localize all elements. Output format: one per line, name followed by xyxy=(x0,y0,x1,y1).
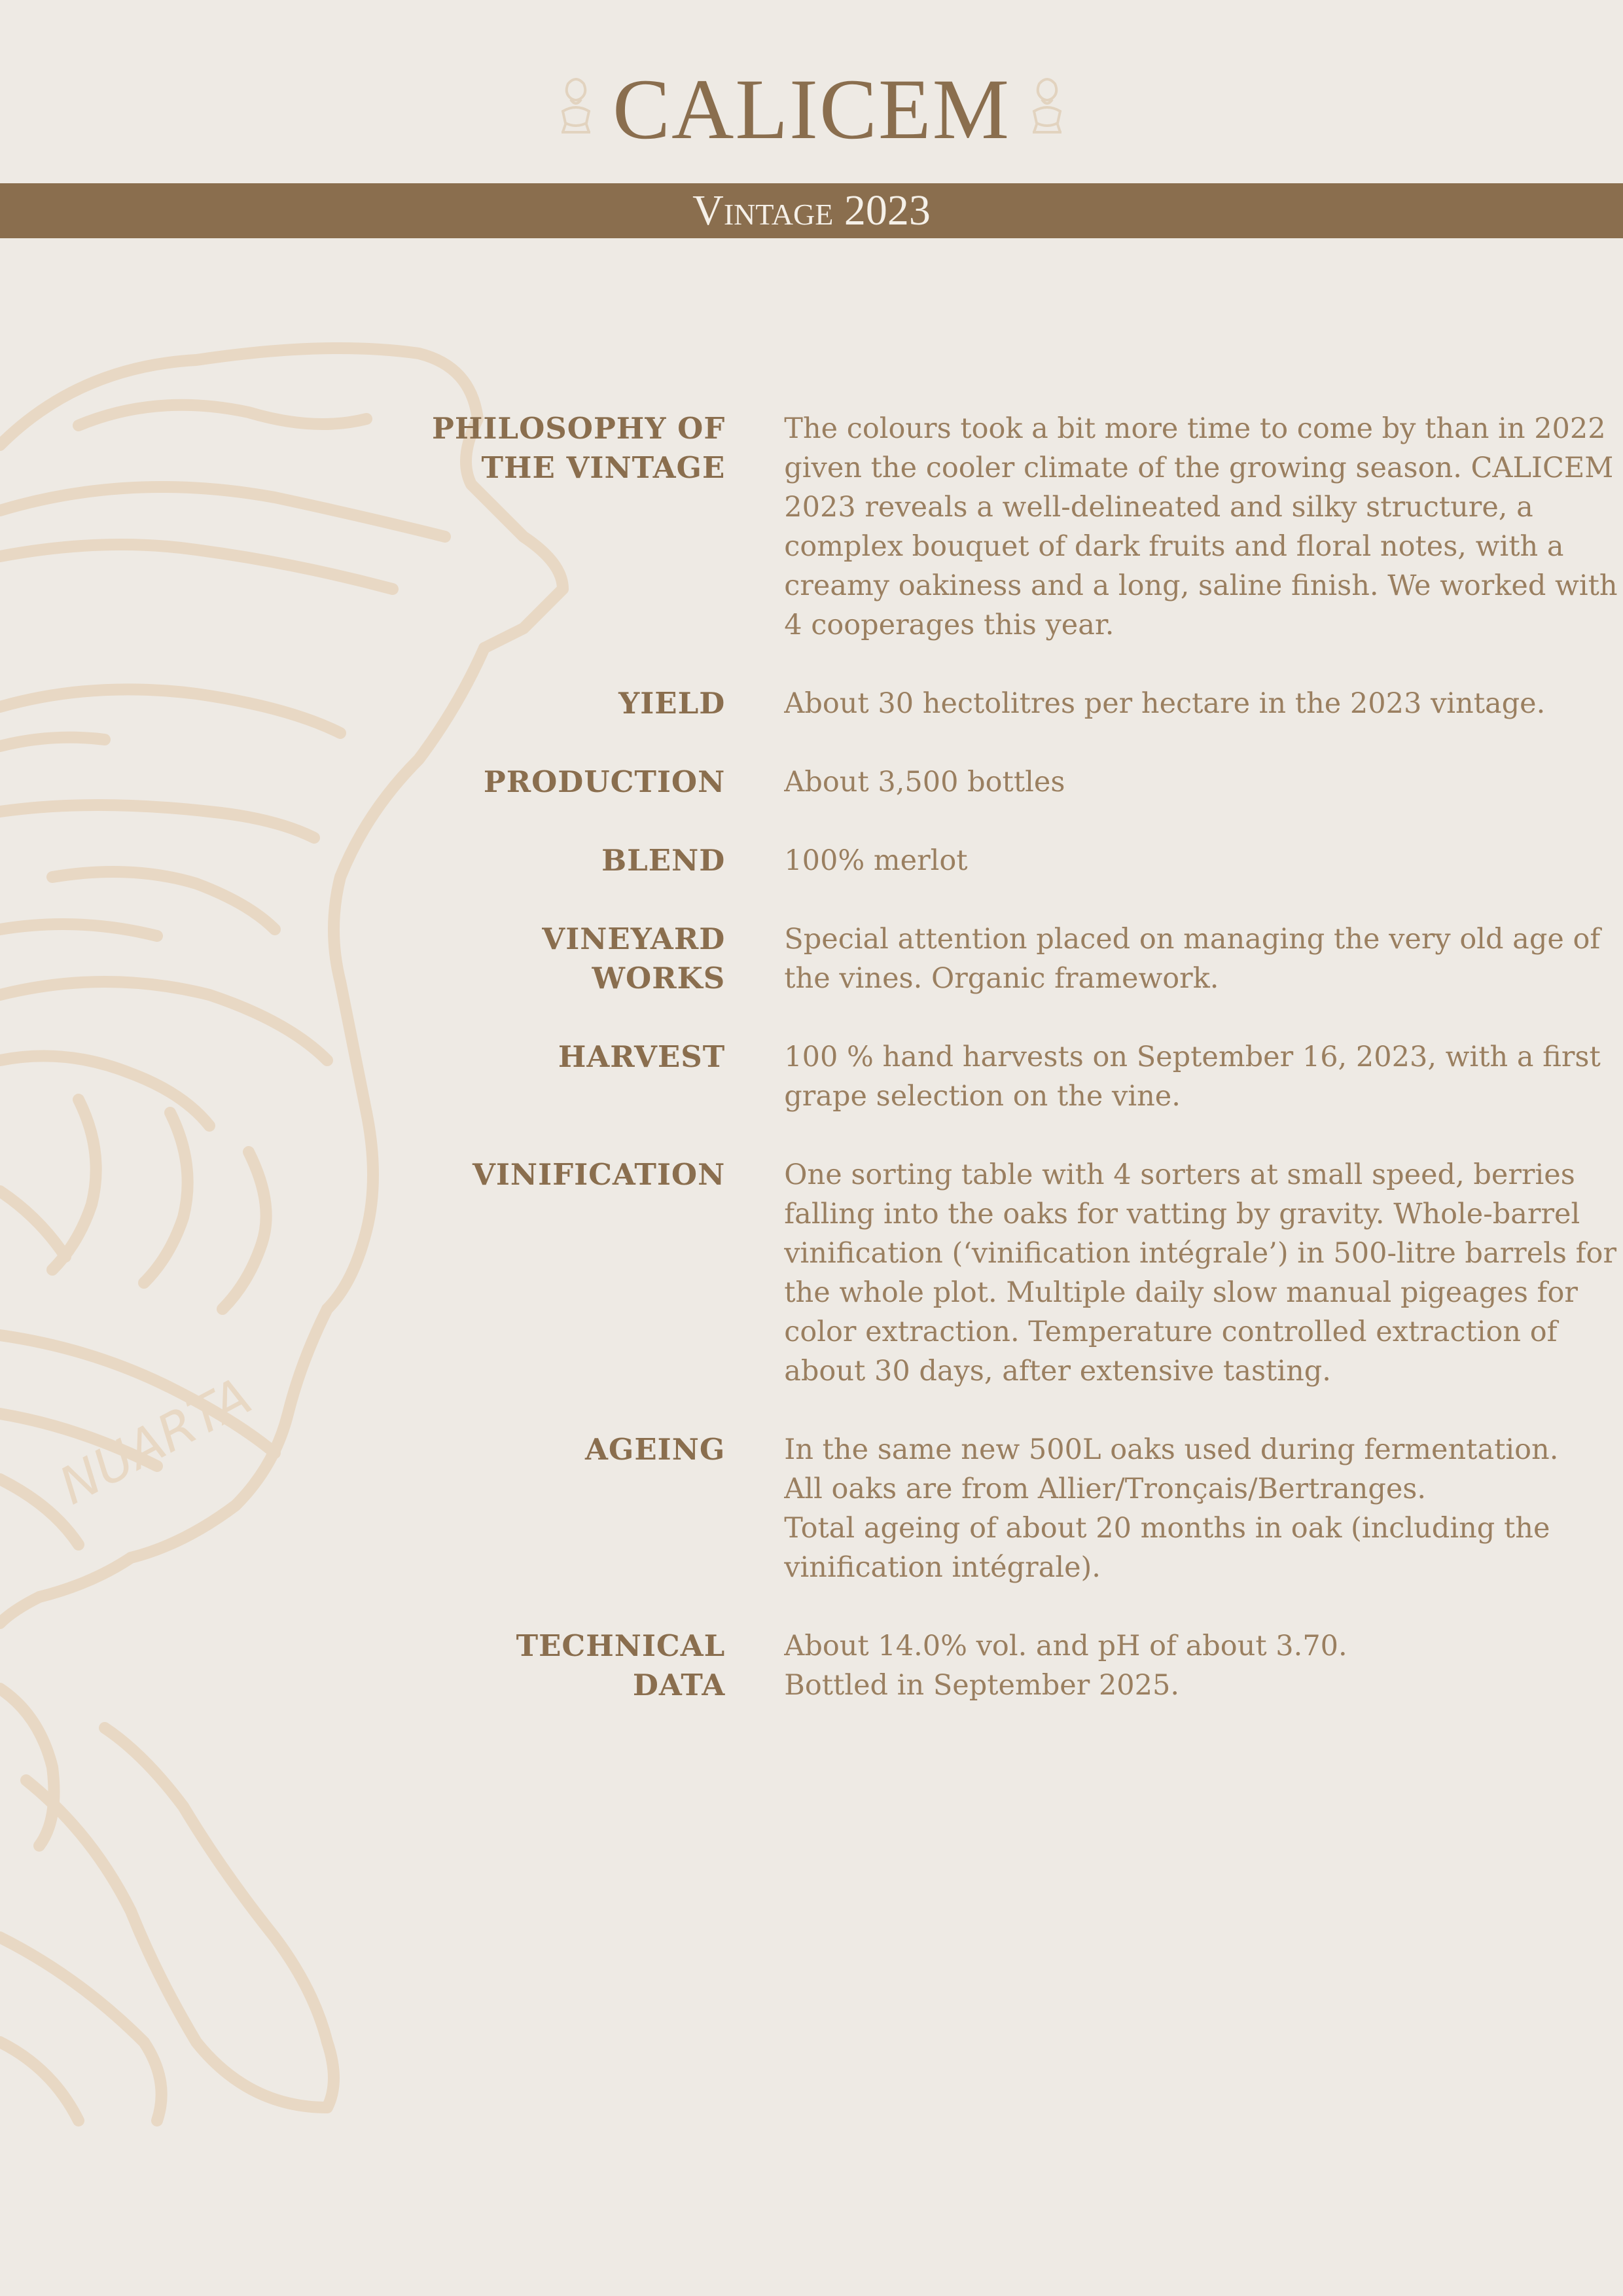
details-list xyxy=(0,409,1623,1744)
section-yield xyxy=(0,684,1623,723)
illustration-signature: NUARTA xyxy=(50,1367,261,1516)
section-technical-data xyxy=(0,1626,1623,1705)
section-text: About 30 hectolitres per hectare in the 2023 vintage. xyxy=(784,687,1546,720)
section-philosophy xyxy=(0,409,1623,645)
section-vineyard-works xyxy=(0,920,1623,998)
section-label: AGEING xyxy=(585,1432,726,1467)
section-text: All oaks are from Allier/Tronçais/Bertranges. xyxy=(784,1473,1427,1505)
section-label: VINEYARD WORKS xyxy=(542,922,726,996)
section-text: 100 % hand harvests on September 16, 2023, with a first grape selection on the vine. xyxy=(784,1041,1601,1113)
section-label: YIELD xyxy=(618,686,726,721)
section-vinification xyxy=(0,1155,1623,1391)
section-label: HARVEST xyxy=(558,1039,726,1074)
section-label: PRODUCTION xyxy=(483,764,726,799)
section-text: Special attention placed on managing the very old age of the vines. Organic framework. xyxy=(784,923,1601,995)
section-blend xyxy=(0,841,1623,880)
section-text: About 14.0% vol. and pH of about 3.70. xyxy=(784,1630,1347,1662)
vintage-band xyxy=(0,183,1623,238)
section-label: TECHNICAL DATA xyxy=(516,1628,726,1702)
section-ageing xyxy=(0,1430,1623,1587)
section-label: BLEND xyxy=(601,843,726,878)
section-label: VINIFICATION xyxy=(472,1157,726,1192)
section-text: Total ageing of about 20 months in oak (including the vinification intégrale). xyxy=(784,1512,1550,1584)
brand-title: CALICEM xyxy=(613,61,1010,157)
section-harvest xyxy=(0,1037,1623,1116)
section-text: In the same new 500L oaks used during fermentation. xyxy=(784,1433,1559,1466)
vintage-label: Vintage 2023 xyxy=(692,187,931,234)
section-text: The colours took a bit more time to come by than in 2022 given the cooler climate of the growing season. CALICEM 2023 reveals a well-delineated and silky structure, a complex bouquet of dark fruits and floral notes, with a creamy oakiness and a long, saline finish. We worked with 4 cooperages this year. xyxy=(784,412,1618,641)
section-text: 100% merlot xyxy=(784,844,968,877)
section-text: One sorting table with 4 sorters at small speed, berries falling into the oaks for vatting by gravity. Whole-barrel vinification (‘vinification intégrale’) in 500-litre barrels for the whole plot. Multiple daily slow manual pigeages for color extraction. Temperature controlled extraction of about 30 days, after extensive tasting. xyxy=(784,1158,1616,1388)
section-label: PHILOSOPHY OF THE VINTAGE xyxy=(432,411,726,485)
section-text: Bottled in September 2025. xyxy=(784,1669,1180,1702)
section-production xyxy=(0,762,1623,802)
bust-statue-icon xyxy=(1021,72,1073,137)
section-text: About 3,500 bottles xyxy=(784,766,1065,798)
page-header xyxy=(0,0,1623,183)
